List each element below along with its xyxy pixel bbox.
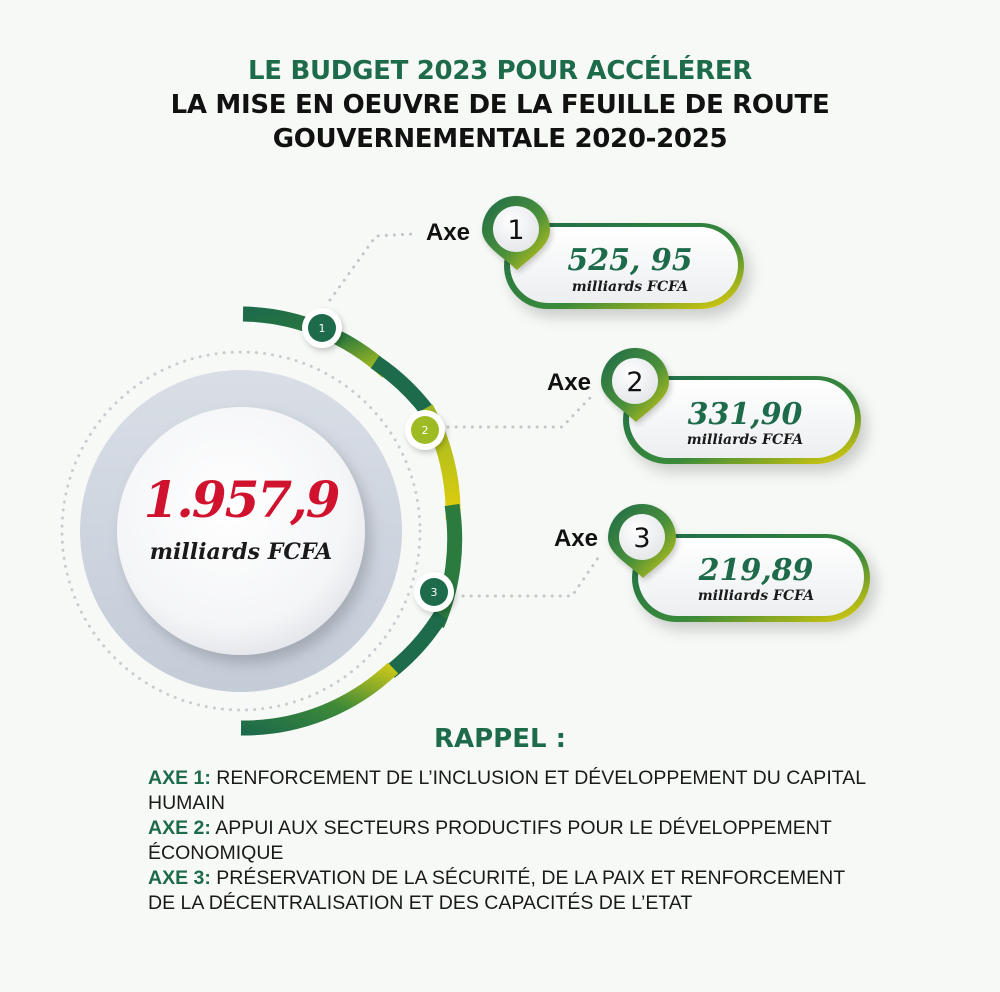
recap-item-1 xyxy=(148,766,868,816)
arc-marker-2 xyxy=(405,410,445,450)
recap-item-text: APPUI AUX SECTEURS PRODUCTIFS POUR LE DÉVELOPPEMENT ÉCONOMIQUE xyxy=(148,817,832,864)
recap-item-label: AXE 2: xyxy=(148,817,211,839)
axe-value: 525, 95 xyxy=(567,243,693,278)
arc-marker-label: 3 xyxy=(430,586,438,599)
axe-value: 331,90 xyxy=(687,397,803,432)
axe-number: 2 xyxy=(626,367,644,398)
arc-marker-label: 2 xyxy=(421,424,429,437)
axe-label: Axe xyxy=(425,219,470,246)
arc-marker-1 xyxy=(302,308,342,348)
inner-circle xyxy=(117,407,365,655)
arc-marker-label: 1 xyxy=(318,322,326,335)
axe-number: 3 xyxy=(633,523,651,554)
title-line-1: LE BUDGET 2023 POUR ACCÉLÉRER xyxy=(247,56,752,86)
recap-item-label: AXE 1: xyxy=(148,767,211,789)
arc-marker-3 xyxy=(414,572,454,612)
recap-item-text: RENFORCEMENT DE L’INCLUSION ET DÉVELOPPEMENT DU CAPITAL HUMAIN xyxy=(148,767,866,814)
axe-card-3 xyxy=(554,504,870,622)
axe-unit: milliards FCFA xyxy=(686,432,804,448)
axe-value: 219,89 xyxy=(698,553,814,588)
recap-item-label: AXE 3: xyxy=(148,867,211,889)
axe-number: 1 xyxy=(507,215,525,246)
title-line-2: LA MISE EN OEUVRE DE LA FEUILLE DE ROUTE xyxy=(170,90,830,120)
total-unit: milliards FCFA xyxy=(149,539,333,565)
recap-list xyxy=(148,766,868,916)
axe-card-1 xyxy=(426,196,744,309)
recap-heading: RAPPEL : xyxy=(433,724,567,754)
recap-item-2 xyxy=(148,816,868,866)
axe-card-2 xyxy=(547,348,861,464)
axe-unit: milliards FCFA xyxy=(571,279,689,295)
title-line-3: GOUVERNEMENTALE 2020-2025 xyxy=(272,124,728,154)
recap-item-3 xyxy=(148,866,868,916)
axe-label: Axe xyxy=(553,525,598,552)
total-value: 1.957,9 xyxy=(143,470,339,529)
axe-label: Axe xyxy=(546,369,591,396)
recap-item-text: PRÉSERVATION DE LA SÉCURITÉ, DE LA PAIX ET RENFORCEMENT DE LA DÉCENTRALISATION ET DES CAPACITÉS DE L’ETAT xyxy=(148,867,845,914)
axe-unit: milliards FCFA xyxy=(697,588,815,604)
